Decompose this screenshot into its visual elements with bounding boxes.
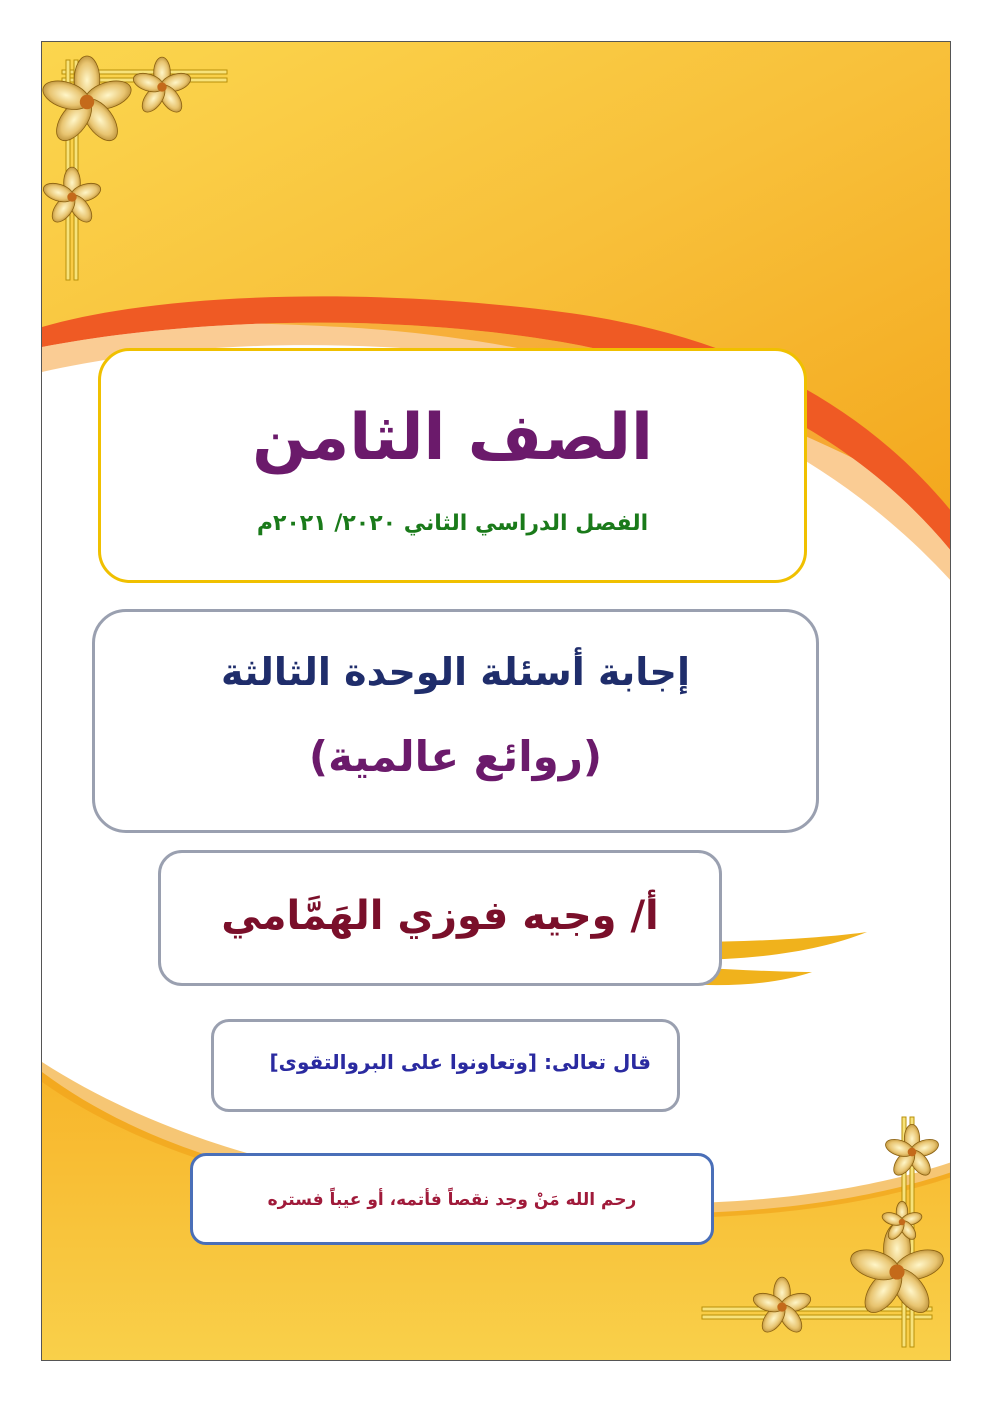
verse-text: قال تعالى: [وتعاونوا على البروالتقوى] (269, 1050, 651, 1074)
author-name: أ/ وجيه فوزي الهَمَّامي (221, 893, 659, 939)
unit-title: إجابة أسئلة الوحدة الثالثة (221, 650, 690, 694)
term-label: الفصل الدراسي الثاني ٢٠٢٠/ ٢٠٢١م (256, 511, 649, 536)
unit-subtitle: (روائع عالمية) (308, 732, 603, 781)
saying-text: رحم الله مَنْ وجد نقصاً فأتمه، أو عيباً فستره (267, 1190, 637, 1210)
unit-box (92, 609, 819, 833)
saying-box (190, 1153, 714, 1245)
author-box (158, 850, 722, 986)
cover-page (41, 41, 951, 1361)
verse-box (211, 1019, 680, 1112)
grade-title: الصف الثامن (252, 401, 653, 475)
title-box (98, 348, 807, 583)
